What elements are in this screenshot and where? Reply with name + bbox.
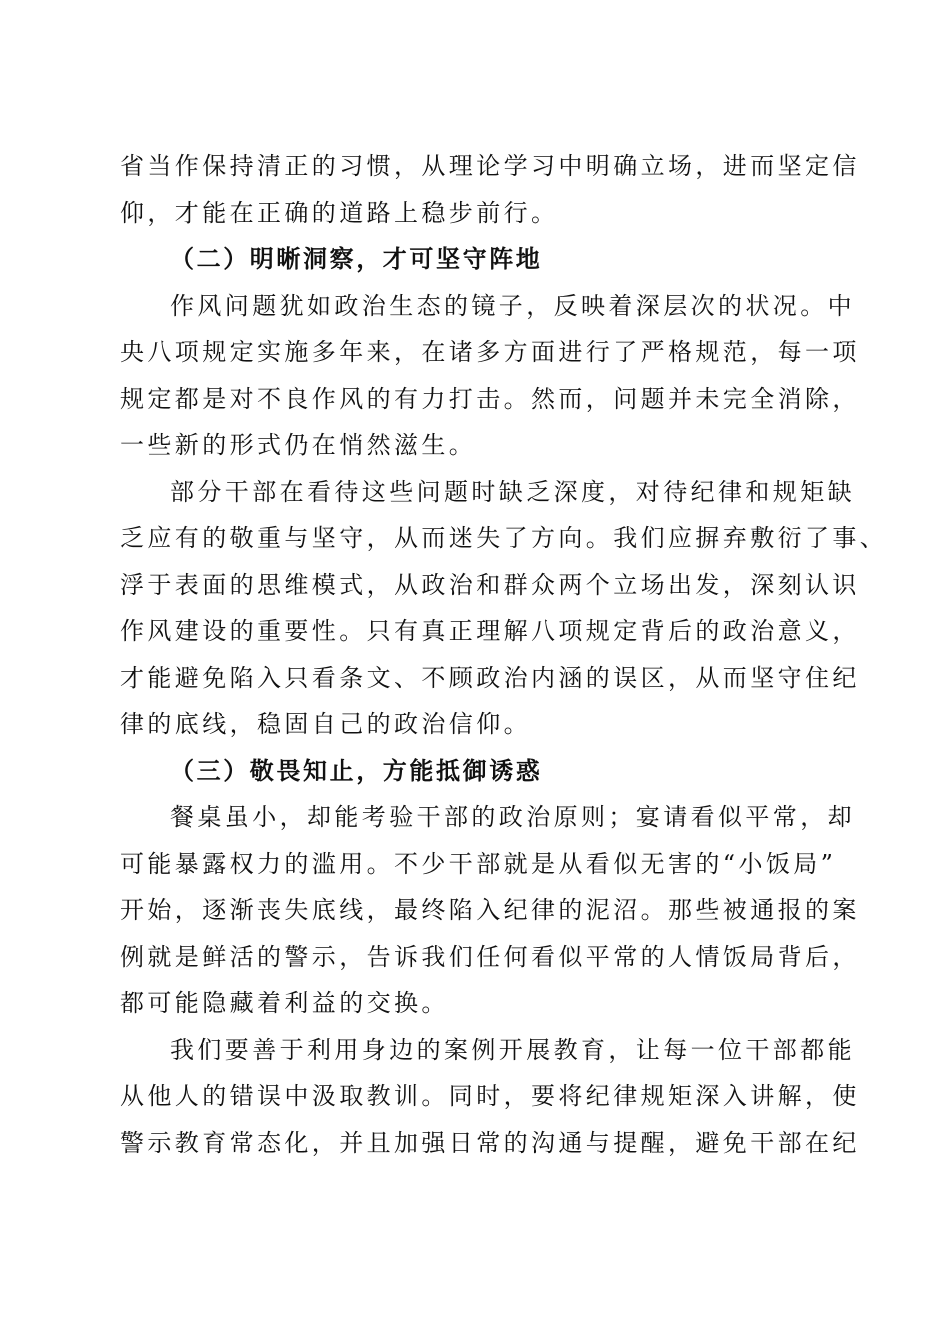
- paragraph-line: 从他人的错误中汲取教训。同时，要将纪律规矩深入讲解，使: [120, 1082, 860, 1110]
- paragraph-line: 乏应有的敬重与坚守，从而迷失了方向。我们应摒弃敷衍了事、: [120, 524, 888, 552]
- paragraph-line: 警示教育常态化，并且加强日常的沟通与提醒，避免干部在纪: [120, 1128, 860, 1157]
- paragraph-line: 我们要善于利用身边的案例开展教育，让每一位干部都能: [170, 1035, 855, 1064]
- paragraph-line: 部分干部在看待这些问题时缺乏深度，对待纪律和规矩缺: [170, 477, 855, 506]
- paragraph-line: 规定都是对不良作风的有力打击。然而，问题并未完全消除，: [120, 384, 860, 413]
- paragraph-line: 都可能隐藏着利益的交换。: [120, 989, 449, 1017]
- paragraph-line: 餐桌虽小，却能考验干部的政治原则；宴请看似平常，却: [170, 803, 855, 831]
- paragraph-line: 才能避免陷入只看条文、不顾政治内涵的误区，从而坚守住纪: [120, 663, 860, 692]
- paragraph-line: 开始，逐渐丧失底线，最终陷入纪律的泥沼。那些被通报的案: [120, 896, 860, 924]
- paragraph-line: 一些新的形式仍在悄然滋生。: [120, 431, 477, 459]
- section-heading: （三）敬畏知止，方能抵御诱惑: [170, 755, 543, 785]
- paragraph-line: 省当作保持清正的习惯，从理论学习中明确立场，进而坚定信: [120, 152, 860, 180]
- paragraph-line: 作风建设的重要性。只有真正理解八项规定背后的政治意义，: [120, 617, 860, 645]
- section-heading: （二）明晰洞察，才可坚守阵地: [170, 244, 543, 273]
- paragraph-line: 作风问题犹如政治生态的镜子，反映着深层次的状况。中: [170, 291, 855, 320]
- paragraph-line: 仰，才能在正确的道路上稳步前行。: [120, 198, 559, 227]
- paragraph-line: 央八项规定实施多年来，在诸多方面进行了严格规范，每一项: [120, 338, 860, 366]
- document-body: [120, 143, 888, 1166]
- paragraph-line: 可能暴露权力的滥用。不少干部就是从看似无害的“小饭局”: [120, 849, 837, 878]
- paragraph-line: 例就是鲜活的警示，告诉我们任何看似平常的人情饭局背后，: [120, 942, 860, 971]
- paragraph-line: 律的底线，稳固自己的政治信仰。: [120, 710, 531, 738]
- paragraph-line: 浮于表面的思维模式，从政治和群众两个立场出发，深刻认识: [120, 570, 860, 599]
